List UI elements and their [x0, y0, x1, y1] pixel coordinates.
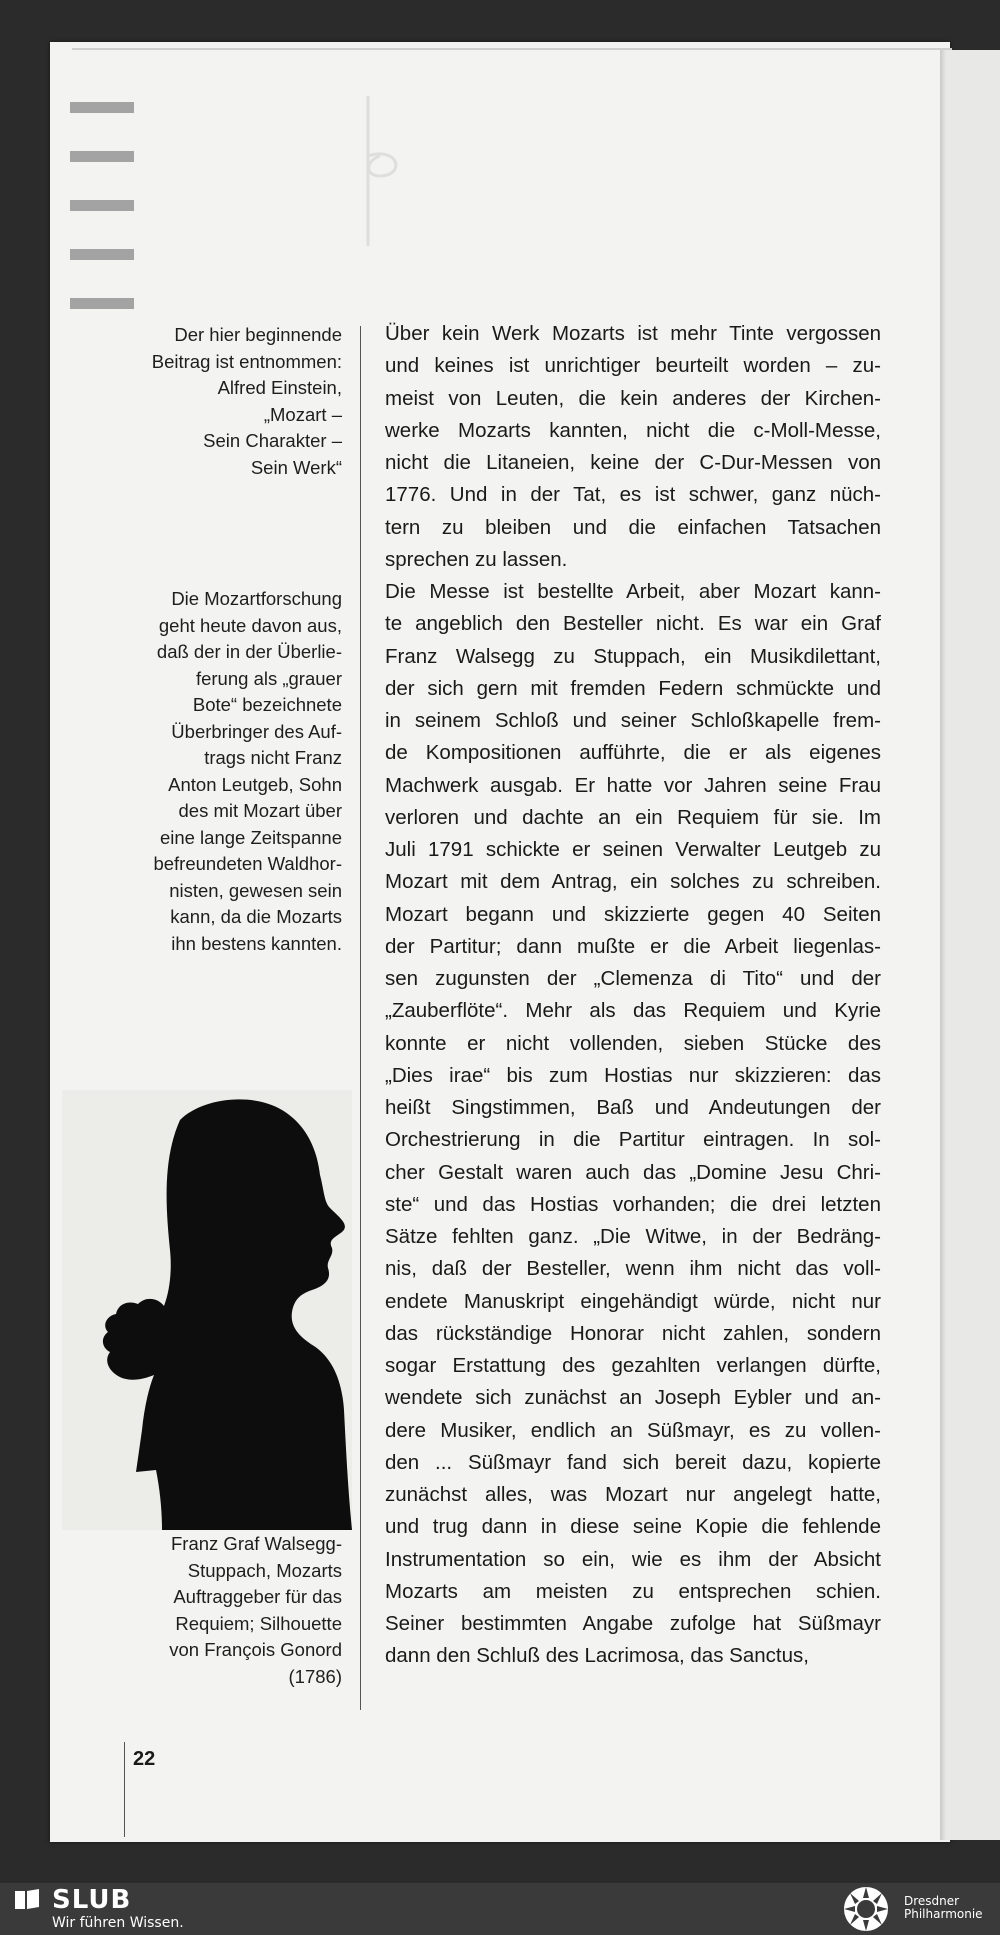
- body-line: verloren und dachte an ein Requiem für sie. Im: [385, 805, 881, 829]
- sidenote-line: Die Mozartforschung: [171, 588, 342, 609]
- caption-line: Stuppach, Mozarts: [187, 1559, 342, 1581]
- caption-line: von François Gonord: [169, 1639, 342, 1660]
- page-number: 22: [133, 1748, 156, 1770]
- body-line: „Dies irae“ bis zum Hostias nur skizzieren: das: [385, 1063, 881, 1087]
- sidenote-line: eine lange Zeitspanne: [159, 826, 342, 848]
- page-number-rule: [124, 1742, 125, 1837]
- body-line: sogar Erstattung des gezahlten verlangen dürfte,: [385, 1354, 881, 1377]
- orchestra-name-line2: Philharmonie: [904, 1907, 983, 1921]
- show-through-logo-mark: [360, 96, 410, 246]
- body-line: sprechen zu lassen.: [385, 547, 568, 571]
- body-line: Sätze fehlten ganz. „Die Witwe, in der Bedräng-: [385, 1225, 881, 1248]
- body-line: nis, daß der Besteller, wenn ihm nicht das voll-: [385, 1257, 881, 1281]
- margin-tab-mark: [70, 298, 134, 309]
- orchestra-name[interactable]: [904, 1895, 983, 1921]
- sidenote-line: Sein Charakter –: [203, 430, 342, 451]
- body-line: dann den Schluß des Lacrimosa, das Sanctus,: [385, 1644, 809, 1668]
- body-line: Mozarts am meisten zu entsprechen schien.: [385, 1579, 881, 1603]
- body-line: ste“ und das Hostias vorhanden; die drei letzten: [385, 1192, 881, 1216]
- library-tagline: Wir führen Wissen.: [52, 1915, 184, 1931]
- source-sidenote: [110, 322, 342, 481]
- margin-tab-mark: [70, 102, 134, 113]
- sidenote-line: des mit Mozart über: [178, 800, 342, 821]
- sidenote-line: „Mozart –: [263, 403, 342, 425]
- sidenote-line: Bote“ bezeichnete: [192, 694, 342, 715]
- body-line: de Kompositionen aufführte, die er als eigenes: [385, 741, 881, 765]
- margin-tab-mark: [70, 151, 134, 162]
- dresdner-philharmonie-logo-icon: [840, 1885, 892, 1933]
- body-line: Juli 1791 schickte er seinen Verwalter Leutgeb zu: [385, 838, 881, 861]
- body-line: Franz Walsegg zu Stuppach, ein Musikdilettant,: [385, 644, 881, 668]
- sidenote-line: Beitrag ist entnommen:: [151, 350, 342, 372]
- orchestra-name-line1: Dresdner: [904, 1894, 960, 1908]
- body-line: dere Musiker, endlich an Süßmayr, es zu vollen-: [385, 1418, 881, 1442]
- sidenote-line: kann, da die Mozarts: [170, 906, 342, 927]
- library-name[interactable]: SLUB: [52, 1885, 132, 1915]
- sidenote-line: befreundeten Waldhor-: [153, 853, 342, 874]
- body-line: der Partitur; dann mußte er die Arbeit liegenlas-: [385, 934, 881, 958]
- portrait-caption: [110, 1531, 342, 1690]
- body-line: den ... Süßmayr fand sich bereit dazu, kopierte: [385, 1450, 881, 1474]
- sidenote-line: daß der in der Überlie-: [156, 641, 342, 662]
- sidenote-line: Anton Leutgeb, Sohn: [168, 773, 342, 795]
- body-line: cher Gestalt waren auch das „Domine Jesu Chri-: [385, 1160, 881, 1184]
- body-line: das rückständige Honorar nicht zahlen, sondern: [385, 1321, 881, 1345]
- margin-tab-mark: [70, 200, 134, 211]
- research-sidenote: [110, 586, 342, 957]
- body-line: der sich gern mit fremden Federn schmückte und: [385, 676, 881, 700]
- body-line: meist von Leuten, die kein anderes der Kirchen-: [385, 386, 881, 410]
- body-line: Über kein Werk Mozarts ist mehr Tinte vergossen: [385, 322, 881, 345]
- margin-tab-mark: [70, 249, 134, 260]
- body-line: Seiner bestimmten Angabe zufolge hat Süßmayr: [385, 1612, 881, 1635]
- silhouette-portrait-image: [62, 1090, 352, 1530]
- page-gutter-shadow: [940, 50, 946, 1840]
- body-line: und trug dann in diese seine Kopie die fehlende: [385, 1515, 881, 1539]
- body-line: Instrumentation so ein, wie es ihm der Absicht: [385, 1547, 881, 1571]
- body-line: Mozart begann und skizzierte gegen 40 Seiten: [385, 902, 881, 926]
- body-line: werke Mozarts kannten, nicht die c-Moll-Messe,: [385, 418, 881, 442]
- sidenote-line: ferung als „grauer: [195, 667, 342, 689]
- sidenote-line: Alfred Einstein,: [217, 377, 342, 398]
- body-line: Die Messe ist bestellte Arbeit, aber Mozart kann-: [385, 580, 881, 603]
- body-line: sen zugunsten der „Clemenza di Tito“ und der: [385, 967, 881, 990]
- column-rule: [360, 326, 361, 1710]
- caption-line: Auftraggeber für das: [173, 1586, 342, 1607]
- viewer-footer: [0, 1883, 1000, 1935]
- body-line: te angeblich den Besteller nicht. Es war ein Graf: [385, 612, 881, 636]
- body-line: zunächst alles, was Mozart nur angelegt hatte,: [385, 1483, 881, 1506]
- sidenote-line: ihn bestens kannten.: [171, 932, 342, 954]
- body-line: „Zauberflöte“. Mehr als das Requiem und Kyrie: [385, 999, 881, 1023]
- sidenote-line: geht heute davon aus,: [158, 614, 342, 636]
- slub-book-icon: [14, 1889, 40, 1911]
- sidenote-line: Sein Werk“: [250, 456, 342, 478]
- sidenote-line: Überbringer des Auf-: [171, 720, 342, 742]
- sidenote-line: Der hier beginnende: [174, 324, 342, 345]
- caption-line: Franz Graf Walsegg-: [171, 1533, 342, 1554]
- body-line: 1776. Und in der Tat, es ist schwer, ganz nüch-: [385, 483, 881, 507]
- body-line: tern zu bleiben und die einfachen Tatsachen: [385, 515, 881, 539]
- body-line: wendete sich zunächst an Joseph Eybler und an-: [385, 1386, 881, 1410]
- sidenote-line: nisten, gewesen sein: [169, 879, 342, 901]
- body-line: heißt Singstimmen, Baß und Andeutungen der: [385, 1096, 881, 1119]
- body-line: konnte er nicht vollenden, sieben Stücke des: [385, 1031, 881, 1055]
- body-line: und keines ist unrichtiger beurteilt worden – zu-: [385, 354, 881, 378]
- top-rule: [72, 48, 952, 50]
- sidenote-line: trags nicht Franz: [204, 747, 342, 768]
- body-line: Mozart mit dem Antrag, ein solches zu schreiben.: [385, 870, 881, 894]
- body-line: in seinem Schloß und seiner Schloßkapelle frem-: [385, 709, 881, 732]
- body-line: nicht die Litaneien, keine der C-Dur-Messen von: [385, 451, 881, 474]
- body-line: Orchestrierung in die Partitur eintragen. In sol-: [385, 1128, 881, 1152]
- caption-line: Requiem; Silhouette: [175, 1612, 342, 1634]
- next-page-edge: [940, 50, 1000, 1840]
- caption-line: (1786): [288, 1665, 342, 1687]
- article-body: [385, 318, 881, 1673]
- body-line: endete Manuskript eingehändigt würde, nicht nur: [385, 1289, 881, 1313]
- body-line: Machwerk ausgab. Er hatte vor Jahren seine Frau: [385, 773, 881, 797]
